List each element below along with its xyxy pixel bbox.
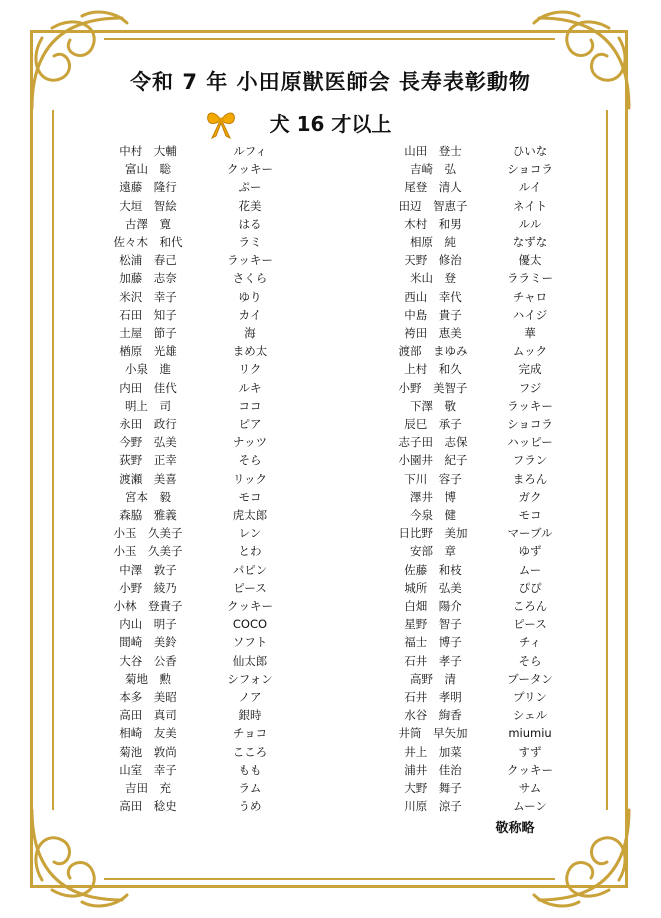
owner-name: 遠藤 隆行 bbox=[119, 180, 177, 195]
owner-name: 間崎 美鈴 bbox=[119, 635, 177, 650]
pet-name: ひいな bbox=[512, 144, 548, 158]
pet-name: チィ bbox=[518, 635, 542, 650]
pet-name: まめ太 bbox=[232, 344, 268, 359]
pet-name: ピース bbox=[513, 617, 547, 632]
honorific-omitted-note: 敬称略 bbox=[495, 821, 535, 836]
pet-name: ルイ bbox=[518, 180, 542, 195]
owner-name: 小林 登貴子 bbox=[113, 599, 183, 613]
pet-name: リク bbox=[238, 362, 262, 377]
pet-name: さくら bbox=[232, 271, 268, 286]
owner-name: 古澤 寛 bbox=[125, 216, 171, 231]
pet-name: ころん bbox=[512, 599, 548, 613]
pet-name: ソフト bbox=[232, 635, 268, 650]
pet-name: レン bbox=[238, 526, 262, 541]
pet-name: 完成 bbox=[518, 362, 542, 377]
pet-name: ハッピー bbox=[507, 435, 553, 450]
pet-name: ネイト bbox=[512, 198, 548, 213]
owner-name: 西山 幸代 bbox=[404, 289, 462, 304]
pet-name: チョコ bbox=[232, 726, 268, 741]
owner-name: 下澤 敬 bbox=[410, 398, 456, 413]
owner-name: 菊地 勲 bbox=[125, 671, 171, 686]
pet-name: ガク bbox=[518, 489, 542, 504]
owner-name: 相原 純 bbox=[410, 235, 456, 249]
owner-name: 宮本 毅 bbox=[125, 489, 171, 504]
owner-name: 日比野 美加 bbox=[398, 526, 468, 541]
pet-name: クッキー bbox=[227, 599, 273, 613]
pet-name: ノア bbox=[238, 690, 262, 704]
owner-name: 小玉 久美子 bbox=[113, 544, 183, 559]
page-title: 令和 7 年 小田原獣医師会 長寿表彰動物 bbox=[130, 70, 531, 94]
owner-name: 城所 弘美 bbox=[404, 580, 462, 595]
pet-name: マーブル bbox=[507, 526, 553, 541]
pet-name: ムーン bbox=[513, 799, 547, 814]
owner-name: 天野 修治 bbox=[404, 253, 462, 268]
owner-name: 大野 舞子 bbox=[404, 781, 462, 795]
pet-name: モコ bbox=[518, 508, 542, 522]
pet-name: ブータン bbox=[507, 671, 553, 686]
pet-name: チャロ bbox=[512, 289, 548, 304]
pet-name: はる bbox=[238, 216, 262, 231]
category-subtitle: 犬 16 才以上 bbox=[269, 112, 392, 136]
pet-name: 銀時 bbox=[238, 708, 262, 723]
pet-name: クッキー bbox=[227, 162, 273, 177]
pet-name: 優太 bbox=[518, 253, 542, 268]
owner-name: 小玉 久美子 bbox=[113, 526, 183, 541]
pet-name: シフォン bbox=[227, 671, 273, 686]
owner-name: 高田 真司 bbox=[119, 708, 177, 723]
pet-name: こころ bbox=[232, 744, 268, 759]
owner-name: 上村 和久 bbox=[404, 362, 462, 377]
pet-name: ムー bbox=[518, 562, 542, 577]
owner-name: 小野 美智子 bbox=[398, 380, 468, 395]
owner-name: 井筒 早矢加 bbox=[398, 726, 468, 741]
owner-name: 澤井 博 bbox=[410, 489, 456, 504]
owner-name: 井上 加菜 bbox=[404, 744, 462, 759]
corner-swirl-icon bbox=[22, 8, 132, 118]
owner-name: 今泉 健 bbox=[410, 508, 456, 522]
pet-name: もも bbox=[238, 762, 262, 777]
pet-name: ムック bbox=[512, 344, 548, 359]
pet-name: ココ bbox=[238, 398, 262, 413]
pet-name: まろん bbox=[512, 471, 548, 486]
owner-name: 高野 清 bbox=[410, 671, 456, 686]
owner-name: 浦井 佳治 bbox=[404, 762, 462, 777]
pet-name: 仙太郎 bbox=[232, 653, 268, 668]
left-border-line bbox=[52, 110, 54, 810]
owner-name: 渡瀬 美喜 bbox=[119, 471, 177, 486]
pet-name: ショコラ bbox=[507, 417, 553, 431]
owner-name: 吉田 充 bbox=[125, 781, 171, 795]
owner-name: 内田 佳代 bbox=[119, 380, 177, 395]
owner-name: 相崎 友美 bbox=[119, 726, 177, 741]
owner-name: 本多 美昭 bbox=[119, 690, 177, 704]
pet-name: なずな bbox=[512, 235, 548, 249]
pet-name: サム bbox=[518, 781, 542, 795]
pet-name: ピース bbox=[233, 580, 267, 595]
pet-name: ラミ bbox=[238, 235, 262, 249]
pet-name: ルル bbox=[518, 216, 542, 231]
owner-name: 大谷 公香 bbox=[119, 653, 177, 668]
pet-name: ショコラ bbox=[507, 162, 553, 177]
pet-name: ラム bbox=[238, 781, 262, 795]
pet-name: ゆり bbox=[238, 289, 262, 304]
pet-name: モコ bbox=[238, 489, 262, 504]
owner-name: 菊池 敦尚 bbox=[119, 744, 177, 759]
owner-name: 米沢 幸子 bbox=[119, 289, 177, 304]
owner-name: 大垣 智絵 bbox=[119, 198, 177, 213]
pet-name: シェル bbox=[512, 708, 548, 723]
owner-name: 下川 容子 bbox=[404, 471, 462, 486]
owner-name: 明上 司 bbox=[125, 398, 171, 413]
pet-name: そら bbox=[518, 653, 542, 668]
owner-name: 志子田 志保 bbox=[398, 435, 468, 450]
owner-name: 荻野 正幸 bbox=[119, 453, 177, 468]
pet-name: miumiu bbox=[508, 726, 552, 741]
owner-name: 石井 孝明 bbox=[404, 690, 462, 704]
owner-name: 木村 和男 bbox=[404, 216, 462, 231]
right-border-line bbox=[606, 110, 608, 810]
pet-name: リック bbox=[232, 471, 268, 486]
pet-name: 虎太郎 bbox=[232, 508, 268, 522]
pet-name: ぷー bbox=[238, 180, 262, 195]
owner-name: 石井 孝子 bbox=[404, 653, 462, 668]
pet-name: うめ bbox=[238, 799, 262, 814]
pet-name: パピン bbox=[232, 562, 268, 577]
owner-name: 石田 知子 bbox=[119, 307, 177, 322]
owner-name: 福士 博子 bbox=[404, 635, 462, 650]
pet-name: フジ bbox=[518, 380, 542, 395]
pet-name: ルキ bbox=[238, 380, 262, 395]
owner-name: 安部 章 bbox=[410, 544, 456, 559]
owner-name: 松浦 春己 bbox=[119, 253, 177, 268]
owner-name: 土屋 節子 bbox=[119, 326, 177, 340]
owner-name: 高田 稔史 bbox=[119, 799, 177, 814]
pet-name: ナッツ bbox=[232, 435, 268, 450]
owner-name: 中村 大輔 bbox=[119, 144, 177, 158]
owner-name: 星野 智子 bbox=[404, 617, 462, 632]
owner-name: 辰巳 承子 bbox=[404, 417, 462, 431]
owner-name: 森脇 雅義 bbox=[119, 508, 177, 522]
pet-name: とわ bbox=[238, 544, 262, 559]
owner-name: 富山 聡 bbox=[125, 162, 171, 177]
owner-name: 山室 幸子 bbox=[119, 762, 177, 777]
owner-name: 田辺 智恵子 bbox=[398, 198, 468, 213]
pet-name: ラッキー bbox=[507, 398, 553, 413]
owner-name: 中澤 敦子 bbox=[119, 562, 177, 577]
pet-name: ハイジ bbox=[512, 307, 548, 322]
pet-name: プリン bbox=[512, 690, 548, 704]
owner-name: 小泉 進 bbox=[125, 362, 171, 377]
owner-name: 白畑 陽介 bbox=[404, 599, 462, 613]
pet-name: フラン bbox=[512, 453, 548, 468]
pet-name: 海 bbox=[244, 326, 256, 340]
pet-name: ルフィ bbox=[233, 144, 267, 158]
owner-name: 山田 登士 bbox=[404, 144, 462, 158]
owner-name: 佐藤 和枝 bbox=[404, 562, 462, 577]
pet-name: すず bbox=[518, 744, 542, 759]
pet-name: ラッキー bbox=[227, 253, 273, 268]
owner-name: 加藤 志奈 bbox=[119, 271, 177, 286]
pet-name: 華 bbox=[524, 326, 536, 340]
owner-name: 袴田 恵美 bbox=[404, 326, 462, 340]
owner-name: 吉崎 弘 bbox=[410, 162, 456, 177]
owner-name: 小園井 紀子 bbox=[398, 453, 468, 468]
owner-name: 小野 綾乃 bbox=[119, 580, 177, 595]
owner-name: 内山 明子 bbox=[119, 617, 177, 632]
owner-name: 米山 登 bbox=[410, 271, 456, 286]
owner-name: 永田 政行 bbox=[119, 417, 177, 431]
pet-name: ララミー bbox=[507, 271, 553, 286]
pet-name: ゆず bbox=[518, 544, 542, 559]
pet-name: ぴぴ bbox=[518, 580, 542, 595]
corner-swirl-icon bbox=[22, 800, 132, 910]
owner-name: 水谷 絢香 bbox=[404, 708, 462, 723]
owner-name: 尾登 清人 bbox=[404, 180, 462, 195]
owner-name: 渡部 まゆみ bbox=[398, 344, 468, 359]
pet-name: COCO bbox=[232, 617, 268, 632]
pet-name: カイ bbox=[238, 307, 262, 322]
owner-name: 中島 貴子 bbox=[404, 307, 462, 322]
pet-name: そら bbox=[238, 453, 262, 468]
pet-name: ピア bbox=[238, 417, 262, 431]
pet-name: クッキー bbox=[507, 762, 553, 777]
owner-name: 川原 涼子 bbox=[404, 799, 462, 814]
corner-swirl-icon bbox=[529, 8, 639, 118]
owner-name: 佐々木 和代 bbox=[113, 235, 183, 249]
pet-name: 花美 bbox=[238, 198, 262, 213]
owner-name: 楢原 光雄 bbox=[119, 344, 177, 359]
owner-name: 今野 弘美 bbox=[119, 435, 177, 450]
